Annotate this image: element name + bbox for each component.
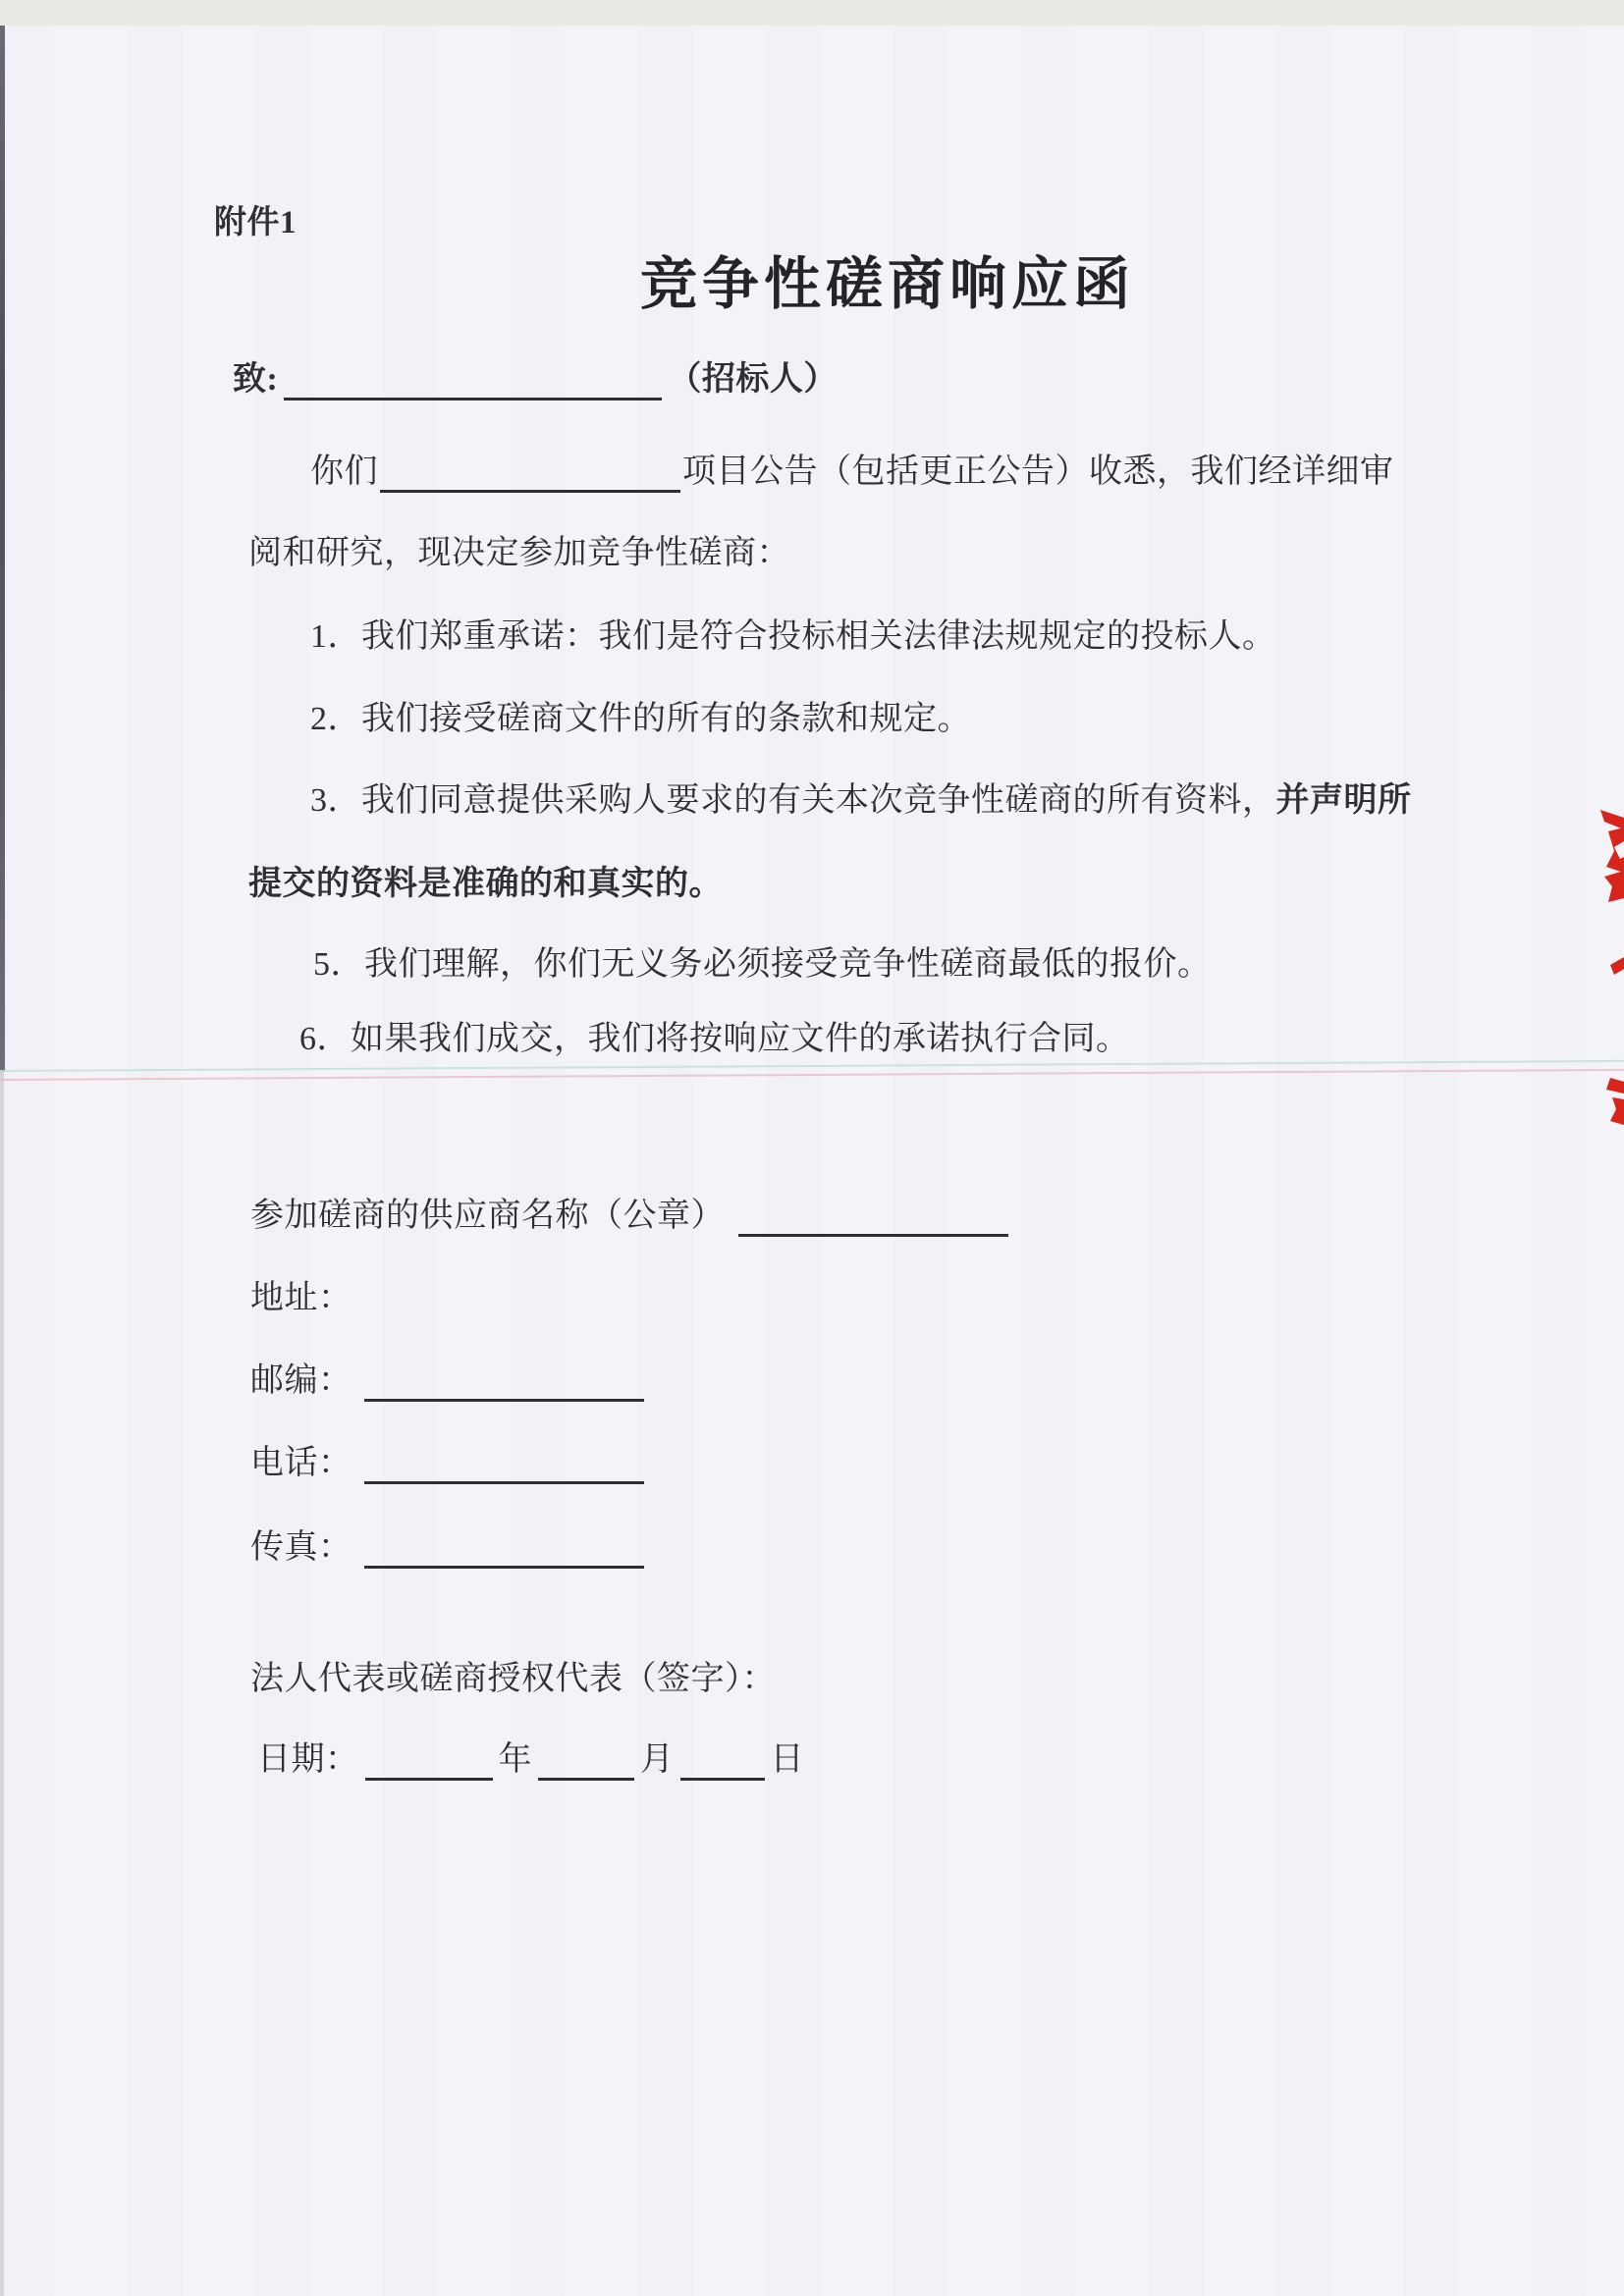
scan-seam-line-pink [0,1069,1624,1081]
phone-row [250,1443,650,1484]
day-label: 日 [770,1741,804,1778]
project-fill-in-blank [380,454,680,493]
clause-3-bold-text: 并声明所 [1275,782,1412,819]
representative-row [250,1659,776,1700]
intro-line-2: 阅和研究，现决定参加竞争性磋商： [248,535,790,571]
clause-2 [310,699,971,740]
supplier-name-label: 参加磋商的供应商名称（公章） [250,1198,725,1234]
date-month-blank [538,1742,634,1781]
clause-1-text: 1．我们郑重承诺：我们是符合投标相关法律法规规定的投标人。 [310,618,1276,655]
postcode-blank [364,1363,644,1402]
address-row [250,1278,352,1319]
intro-suffix: 项目公告（包括更正公告）收悉，我们经详细审 [682,454,1394,490]
scan-top-strip [0,0,1624,26]
document-title: 竞争性磋商响应函 [640,252,1136,316]
phone-blank [364,1446,644,1484]
red-seal-fragment-lower [1604,1078,1624,1125]
clause-3-continuation [248,864,723,905]
recipient-hint: （招标人） [668,361,838,398]
fax-blank [364,1530,644,1569]
postcode-row [250,1361,650,1402]
address-label: 地址： [250,1280,352,1316]
date-year-blank [365,1742,493,1781]
clause-5 [313,944,1212,986]
clause-6 [299,1019,1130,1060]
date-day-blank [680,1742,765,1781]
supplier-name-blank [738,1199,1008,1237]
clause-5-text: 5．我们理解，你们无义务必须接受竞争性磋商最低的报价。 [313,946,1212,983]
fax-row [250,1527,650,1569]
to-label: 致: [233,361,279,398]
scanner-left-edge [0,26,5,1072]
supplier-name-row [250,1196,1014,1237]
clause-3-text: 3．我们同意提供采购人要求的有关本次竞争性磋商的所有资料， [310,782,1276,819]
attachment-label: 附件1 [214,205,297,240]
date-row [257,1739,804,1781]
representative-label: 法人代表或磋商授权代表（签字）： [250,1661,776,1697]
intro-line-1 [310,452,1394,493]
month-label: 月 [640,1741,675,1778]
clause-3-continuation-text: 提交的资料是准确的和真实的。 [248,866,723,902]
clause-6-text: 6．如果我们成交，我们将按响应文件的承诺执行合同。 [299,1021,1130,1057]
fax-label: 传真： [250,1529,352,1566]
clause-1 [310,616,1276,658]
intro-prefix: 你们 [310,454,378,490]
clause-3 [310,780,1412,822]
date-label: 日期： [257,1741,359,1778]
clause-2-text: 2．我们接受磋商文件的所有的条款和规定。 [310,701,971,737]
red-seal-fragment-upper [1595,808,1624,902]
postcode-label: 邮编： [250,1362,352,1399]
year-label: 年 [498,1741,532,1778]
red-seal-fragment-dash [1610,957,1624,975]
salutation-line [233,359,838,400]
scanner-left-edge-lower [0,1072,4,2296]
recipient-fill-in-blank [284,362,662,400]
phone-label: 电话： [250,1445,352,1481]
